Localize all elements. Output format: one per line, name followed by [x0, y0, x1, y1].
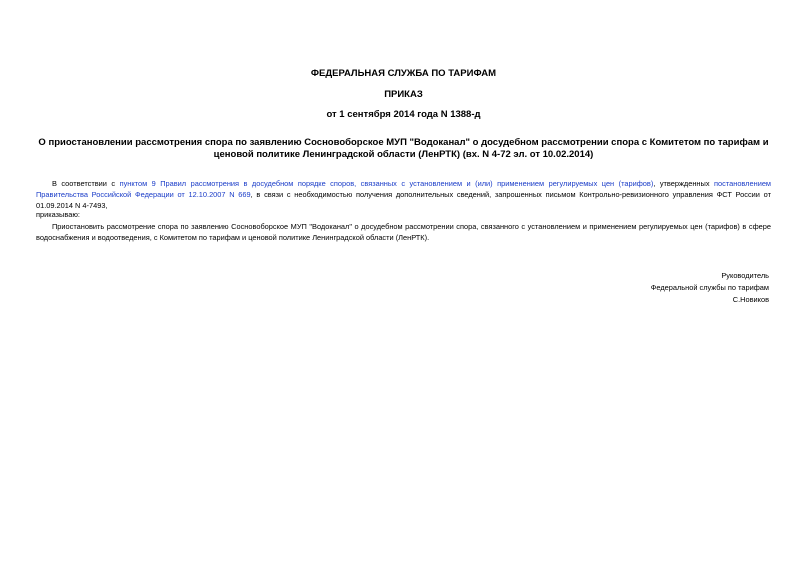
rules-link[interactable]: пунктом 9 Правил рассмотрения в досудебном порядке споров, связанных с установлением и (или) применением регулируемых цен (тарифов) — [119, 179, 654, 188]
document-title: О приостановлении рассмотрения спора по заявлению Сосновоборское МУП "Водоканал" о досудебном рассмотрении спора с Комитетом по тарифам и ценовой политике Ленинградской области (ЛенРТК) (вх. N 4-72 эл. от 10.02.2014) — [38, 137, 769, 160]
order-word: приказываю: — [36, 210, 80, 219]
agency-heading: ФЕДЕРАЛЬНАЯ СЛУЖБА ПО ТАРИФАМ — [310, 68, 497, 79]
preamble-text-middle: , утвержденных — [653, 179, 715, 188]
document-type-heading: ПРИКАЗ — [384, 89, 423, 100]
preamble-text-start: В соответствии с — [52, 179, 120, 188]
signature-name: С.Новиков — [732, 295, 769, 304]
signature-organization: Федеральной службы по тарифам — [650, 283, 769, 292]
preamble-text-end: , в связи с необходимостью получения дополнительных сведений, запрошенных письмом Контрольно-ревизионного управления ФСТ России от 01.09.2014 N 4-7493, — [36, 190, 771, 210]
preamble-paragraph — [36, 178, 771, 211]
document-date-number: от 1 сентября 2014 года N 1388-д — [326, 109, 481, 120]
resolution-link[interactable]: постановлением Правительства Российской Федерации от 12.10.2007 N 669 — [36, 179, 772, 199]
signature-position: Руководитель — [721, 271, 769, 280]
order-paragraph: Приостановить рассмотрение спора по заявлению Сосновоборское МУП "Водоканал" о досудебном рассмотрении спора, связанного с установлением и применением регулируемых цен (тарифов) в сфере водоснабжения и водоотведения, с Комитетом по тарифам и ценовой политике Ленинградской области (ЛенРТК). — [36, 222, 771, 242]
